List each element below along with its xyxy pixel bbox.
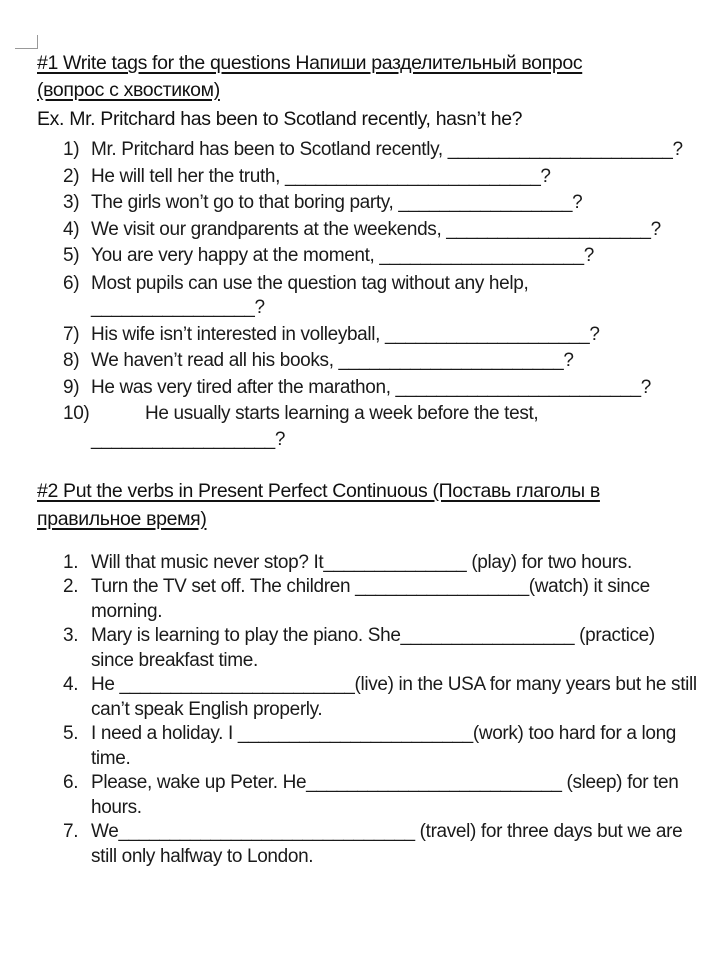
item-number: 1. [63, 552, 79, 573]
item-text: He will tell her the truth, _________________________? [91, 166, 551, 187]
item-text: We_____________________________ (travel) for three days but we are [91, 821, 683, 842]
item-text: Please, wake up Peter. He_________________________ (sleep) for ten [91, 772, 679, 793]
item-number: 7. [63, 821, 79, 842]
item-number: 6. [63, 772, 79, 793]
item-text-continued: still only halfway to London. [91, 846, 314, 867]
item-number: 4. [63, 674, 79, 695]
item-text: We visit our grandparents at the weekends, ____________________? [91, 219, 661, 240]
item-text: He usually starts learning a week before the test, [145, 403, 539, 424]
item-number: 9) [63, 377, 80, 398]
item-text: He _______________________(live) in the USA for many years but he still [91, 674, 697, 695]
section1-title: #1 Write tags for the questions Напиши разделительный вопрос [37, 52, 583, 74]
item-text: Turn the TV set off. The children _________________(watch) it since [91, 576, 650, 597]
item-number: 10) [63, 403, 90, 424]
item-number: 3. [63, 625, 79, 646]
item-text: Mary is learning to play the piano. She_________________ (practice) [91, 625, 655, 646]
item-text: He was very tired after the marathon, ________________________? [91, 377, 651, 398]
item-text-continued: can’t speak English properly. [91, 699, 323, 720]
page-corner-mark [15, 35, 38, 49]
item-number: 5) [63, 245, 80, 266]
item-text: Mr. Pritchard has been to Scotland recently, ______________________? [91, 139, 683, 160]
item-text: We haven’t read all his books, ______________________? [91, 350, 574, 371]
section2-title-cont: правильное время) [37, 508, 207, 530]
item-text-continued: __________________? [91, 429, 286, 450]
item-number: 3) [63, 192, 80, 213]
item-text-continued: ________________? [91, 297, 265, 318]
item-text-continued: time. [91, 748, 131, 769]
item-number: 1) [63, 139, 80, 160]
item-text: Most pupils can use the question tag without any help, [91, 273, 529, 294]
item-text-continued: morning. [91, 601, 163, 622]
item-text-continued: since breakfast time. [91, 650, 258, 671]
section1-example: Ex. Mr. Pritchard has been to Scotland recently, hasn’t he? [37, 108, 523, 130]
item-number: 7) [63, 324, 80, 345]
item-text: Will that music never stop? It______________ (play) for two hours. [91, 552, 632, 573]
section2-title: #2 Put the verbs in Present Perfect Continuous (Поставь глаголы в [37, 480, 600, 502]
section1-title-cont: (вопрос с хвостиком) [37, 79, 220, 101]
item-text: You are very happy at the moment, ____________________? [91, 245, 594, 266]
item-number: 2) [63, 166, 80, 187]
item-number: 6) [63, 273, 80, 294]
item-number: 5. [63, 723, 79, 744]
item-number: 8) [63, 350, 80, 371]
item-text: The girls won’t go to that boring party, _________________? [91, 192, 583, 213]
item-text-continued: hours. [91, 797, 142, 818]
item-text: His wife isn’t interested in volleyball, ____________________? [91, 324, 600, 345]
item-text: I need a holiday. I _______________________(work) too hard for a long [91, 723, 677, 744]
item-number: 2. [63, 576, 79, 597]
item-number: 4) [63, 219, 80, 240]
